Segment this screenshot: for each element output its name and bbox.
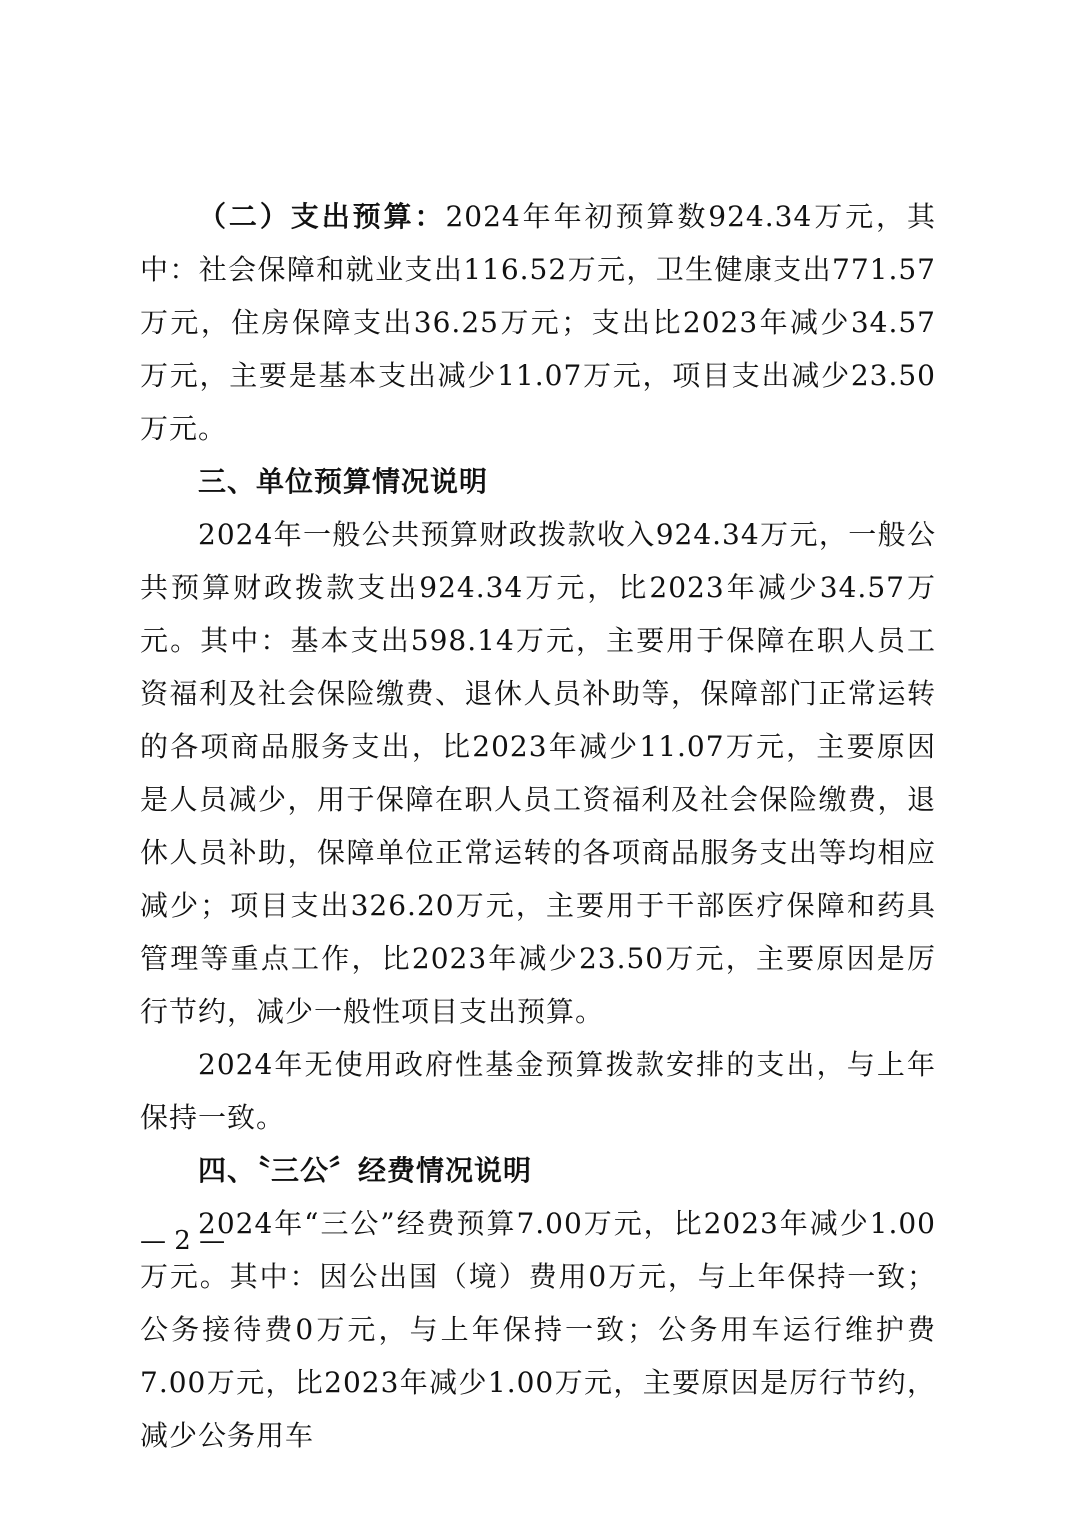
paragraph-general-budget: 2024年一般公共预算财政拨款收入924.34万元，一般公共预算财政拨款支出924.34万元，比2023年减少34.57万元。其中：基本支出598.14万元，主要用于保障在职人员工资福利及社会保险缴费、退休人员补助等，保障部门正常运转的各项商品服务支出，比2023年减少11.07万元，主要原因是人员减少，用于保障在职人员工资福利及社会保险缴费，退休人员补助，保障单位正常运转的各项商品服务支出等均相应减少；项目支出326.20万元，主要用于干部医疗保障和药具管理等重点工作，比2023年减少23.50万元，主要原因是厉行节约，减少一般性项目支出预算。: [140, 518, 936, 1028]
page-number: — 2 —: [140, 1226, 226, 1256]
heading-three-public-expenses: 四、〝三公〞经费情况说明: [198, 1154, 533, 1187]
section2-lead: （二）支出预算：: [198, 200, 446, 233]
heading-unit-budget: 三、单位预算情况说明: [198, 465, 489, 498]
paragraph-three-public-expenses: 2024年“三公”经费预算7.00万元，比2023年减少1.00万元。其中：因公出国（境）费用0万元，与上年保持一致；公务接待费0万元，与上年保持一致；公务用车运行维护费7.00万元，比2023年减少1.00万元，主要原因是厉行节约，减少公务用车: [140, 1207, 936, 1452]
section2-paragraph: [140, 190, 936, 455]
section2-text: 2024年年初预算数924.34万元，其中：社会保障和就业支出116.52万元，卫生健康支出771.57万元，住房保障支出36.25万元；支出比2023年减少34.57万元，主要是基本支出减少11.07万元，项目支出减少23.50万元。: [140, 200, 936, 445]
paragraph-government-fund: 2024年无使用政府性基金预算拨款安排的支出，与上年保持一致。: [140, 1048, 936, 1134]
document-body: [140, 190, 936, 1462]
